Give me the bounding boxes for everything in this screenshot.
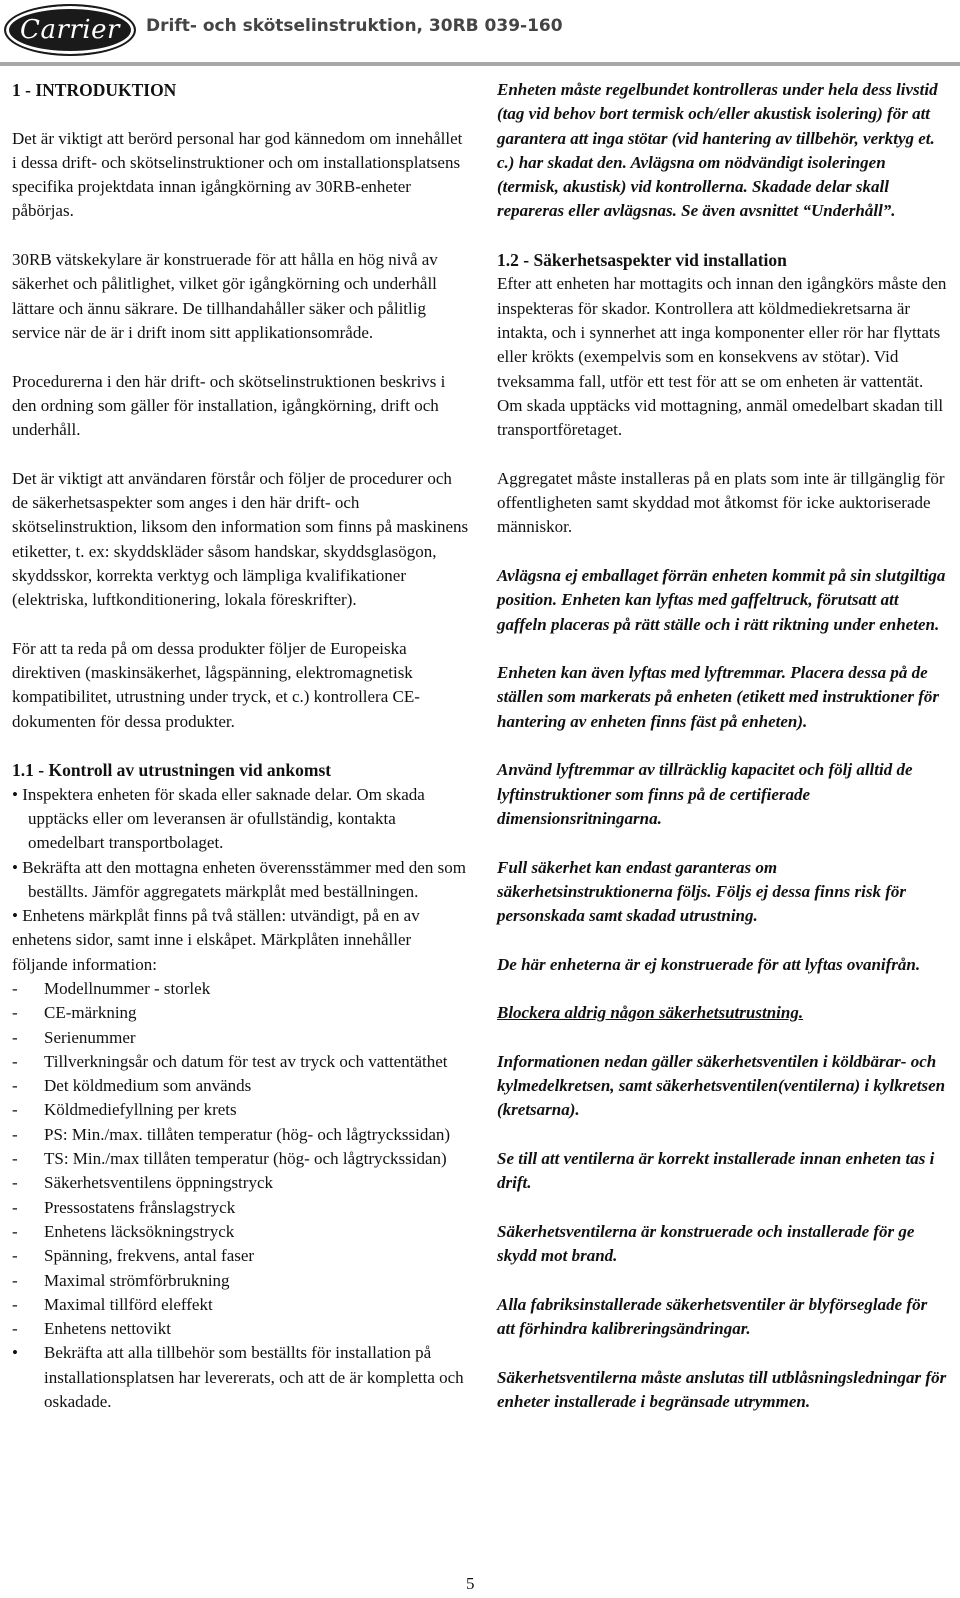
list-item-text: Maximal tillförd eleffekt: [44, 1294, 213, 1314]
list-item-text: Tillverkningsår och datum för test av tryck och vattentäthet: [44, 1051, 448, 1071]
list-item: [12, 1026, 470, 1050]
list-item: [12, 1293, 470, 1317]
warning-paragraph: De här enheterna är ej konstruerade för att lyftas ovanifrån.: [497, 954, 921, 974]
warning-paragraph: Avlägsna ej emballaget förrän enheten kommit på sin slutgiltiga position. Enheten kan lyftas med gaffeltruck, förutsatt att gaffeln placeras på rätt ställe och i rätt riktning under enheten.: [497, 565, 946, 634]
intro-paragraph: 30RB vätskekylare är konstruerade för att hålla en hög nivå av säkerhet och pålitlighet, vilket gör igångkörning och underhåll lättare och ännu säkrare. De tillhandahåller säker och pålitlig service när de är i drift inom sitt applikationsområde.: [12, 250, 438, 342]
list-item-text: Maximal strömförbrukning: [44, 1270, 230, 1290]
dash-marker: -: [12, 1197, 18, 1217]
list-item-text: Serienummer: [44, 1027, 136, 1047]
page-number: 5: [466, 1574, 475, 1593]
bullet-text: Bekräfta att alla tillbehör som beställts för installation på installationsplatsen har levererats, och att de är kompletta och oskadade.: [44, 1343, 464, 1412]
logo-text: Carrier: [20, 15, 120, 45]
header-divider: [0, 62, 960, 66]
dash-marker: -: [12, 1076, 18, 1096]
body-paragraph: Aggregatet måste installeras på en plats som inte är tillgänglig för offentligheten samt skyddad mot åtkomst för icke auktoriserade människor.: [497, 468, 945, 537]
dash-marker: -: [12, 1246, 18, 1266]
section-heading-installation-safety: 1.2 - Säkerhetsaspekter vid installation: [497, 250, 787, 271]
warning-paragraph: Se till att ventilerna är korrekt installerade innan enheten tas i drift.: [497, 1149, 935, 1193]
dash-marker: -: [12, 1100, 18, 1120]
list-item: [12, 1220, 470, 1244]
section-heading-arrival-check: 1.1 - Kontroll av utrustningen vid ankomst: [12, 760, 332, 781]
bullet-item: • Inspektera enheten för skada eller saknade delar. Om skada upptäcks eller om leveransen är ofullständig, kontakta omedelbart transportbolaget.: [12, 784, 425, 853]
list-item: [12, 1050, 470, 1074]
dash-marker: -: [12, 1003, 18, 1023]
dash-marker: -: [12, 1173, 18, 1193]
list-item-text: Enhetens nettovikt: [44, 1319, 172, 1339]
warning-paragraph: Säkerhetsventilerna är konstruerade och installerade för ge skydd mot brand.: [497, 1221, 915, 1266]
list-item: [12, 1147, 470, 1171]
list-item-text: Modellnummer - storlek: [44, 978, 211, 998]
carrier-logo: [4, 4, 136, 56]
list-item-text: Pressostatens frånslagstryck: [44, 1197, 236, 1217]
bullet-item: [12, 1341, 470, 1414]
intro-paragraph: Det är viktigt att berörd personal har god kännedom om innehållet i dessa drift- och skötselinstruktioner och om installationsplatsens specifika projektdata innan igångkörning av 30RB-enheter påbörjas.: [12, 128, 463, 221]
dash-marker: -: [12, 1270, 18, 1290]
list-item: [12, 1244, 470, 1268]
list-item-text: Spänning, frekvens, antal faser: [44, 1246, 255, 1266]
document-title: Drift- och skötselinstruktion, 30RB 039-160: [146, 16, 563, 36]
warning-paragraph: Full säkerhet kan endast garanteras om säkerhetsinstruktionerna följs. Följs ej dessa finns risk för personskada samt skadad utrustning.: [497, 857, 907, 926]
list-item: [12, 1317, 470, 1341]
list-item-text: CE-märkning: [44, 1003, 137, 1023]
warning-paragraph: Enheten kan även lyftas med lyftremmar. Placera dessa på de ställen som markerats på enheten (etikett med instruktioner för hantering av enheten finns fäst på enheten).: [497, 663, 940, 731]
bullet-item: • Bekräfta att den mottagna enheten överensstämmer med den som beställts. Jämför aggregatets märkplåt med beställningen.: [12, 857, 466, 901]
nameplate-info-list: [12, 977, 470, 1341]
left-column: [12, 78, 470, 1414]
list-item-text: Säkerhetsventilens öppningstryck: [44, 1173, 273, 1193]
intro-paragraph: Procedurerna i den här drift- och skötselinstruktionen beskrivs i den ordning som gäller för installation, igångkörning, drift och underhåll.: [12, 371, 446, 440]
list-item: [12, 1171, 470, 1195]
warning-paragraph: Säkerhetsventilerna måste anslutas till utblåsningsledningar för enheter installerade i begränsade utrymmen.: [497, 1367, 947, 1412]
underlined-warning: Blockera aldrig någon säkerhetsutrustning.: [497, 1003, 804, 1023]
intro-paragraph: Det är viktigt att användaren förstår och följer de procedurer och de säkerhetsaspekter som anges i den här drift- och skötselinstruktion, liksom den information som finns på maskinens etiketter, t. ex: skyddskläder såsom handskar, skyddsglasögon, skyddsskor, korrekta verktyg och lämpliga kvalifikationer (elektriska, luftkonditionering, lokala föreskrifter).: [12, 468, 469, 610]
list-item-text: Köldmediefyllning per krets: [44, 1100, 237, 1120]
intro-paragraph: För att ta reda på om dessa produkter följer de Europeiska direktiven (maskinsäkerhet, lågspänning, elektromagnetisk kompatibilitet, utrustning under tryck, et c.) kontrollera CE-dokumenten för dessa produkter.: [12, 638, 420, 731]
right-column: [497, 78, 947, 1439]
dash-marker: -: [12, 1027, 18, 1047]
list-item: [12, 977, 470, 1001]
list-item: [12, 1196, 470, 1220]
body-paragraph: Efter att enheten har mottagits och innan den igångkörs måste den inspekteras för skador. Kontrollera att köldmediekretsarna är intakta, och i synnerhet att inga komponenter eller rör har flyttats eller krökts (exempelvis som en konsekvens av stötar). Vid tveksamma fall, utför ett test för att se om enheten är vattentät. Om skada upptäcks vid mottagning, anmäl omedelbart skadan till transportföretaget.: [497, 274, 947, 440]
warning-paragraph: Alla fabriksinstallerade säkerhetsventiler är blyförseglade för att förhindra kalibreringsändringar.: [497, 1294, 928, 1339]
list-item-text: Det köldmedium som används: [44, 1076, 252, 1096]
warning-paragraph: Använd lyftremmar av tillräcklig kapacitet och följ alltid de lyftinstruktioner som finns på de certifierade dimensionsritningarna.: [497, 760, 913, 828]
warning-paragraph: Enheten måste regelbundet kontrolleras under hela dess livstid (tag vid behov bort termisk och/eller akustisk isolering) för att garantera att inga stötar (vid hantering av tillbehör, verktyg et. c.) har skadat den. Avlägsna om nödvändigt isoleringen (termisk, akustisk) vid kontrollerna. Skadade delar skall repareras eller avlägsnas. Se även avsnittet “Underhåll”.: [497, 80, 938, 221]
list-item: [12, 1269, 470, 1293]
list-item: [12, 1001, 470, 1025]
nameplate-intro: • Enhetens märkplåt finns på två ställen: utvändigt, på en av enhetens sidor, samt inne i elskåpet. Märkplåten innehåller följande information:: [12, 906, 420, 974]
list-item: [12, 1098, 470, 1122]
list-item-text: TS: Min./max tillåten temperatur (hög- och lågtryckssidan): [44, 1149, 447, 1169]
dash-marker: -: [12, 1319, 18, 1339]
dash-marker: -: [12, 978, 18, 998]
warning-paragraph: Informationen nedan gäller säkerhetsventilen i köldbärar- och kylmedelkretsen, samt säkerhetsventilen(ventilerna) i kylkretsen (kretsarna).: [497, 1051, 946, 1120]
list-item-text: PS: Min./max. tillåten temperatur (hög- och lågtryckssidan): [44, 1124, 451, 1144]
dash-marker: -: [12, 1294, 18, 1314]
list-item: [12, 1123, 470, 1147]
list-item-text: Enhetens läcksökningstryck: [44, 1221, 235, 1241]
bullet-marker: •: [12, 1343, 18, 1363]
dash-marker: -: [12, 1221, 18, 1241]
dash-marker: -: [12, 1149, 18, 1169]
dash-marker: -: [12, 1051, 18, 1071]
section-heading-introduction: 1 - INTRODUKTION: [12, 80, 177, 100]
dash-marker: -: [12, 1124, 18, 1144]
list-item: [12, 1074, 470, 1098]
page-header: [0, 0, 960, 60]
